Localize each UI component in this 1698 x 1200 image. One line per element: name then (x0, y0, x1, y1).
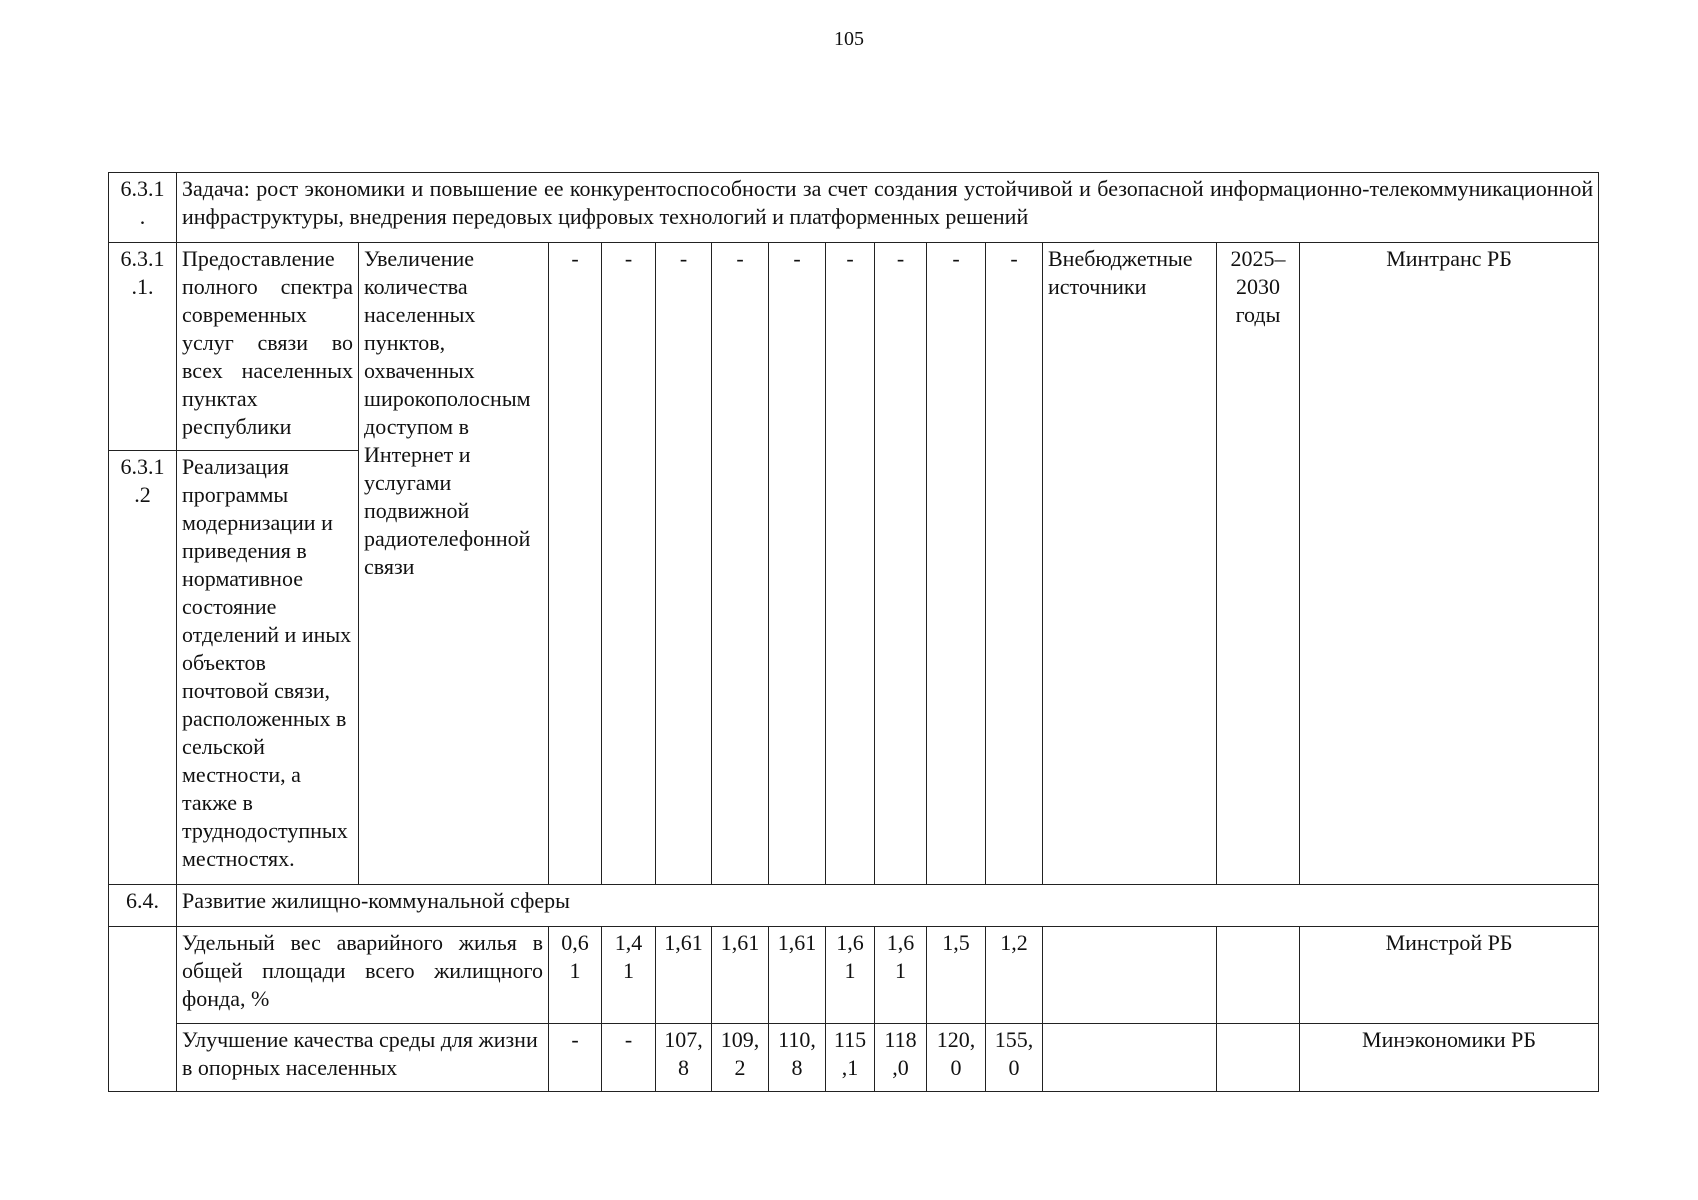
value-cell: 110, 8 (769, 1024, 826, 1092)
responsible-cell: Минстрой РБ (1300, 927, 1599, 1024)
section-title: Развитие жилищно-коммунальной сферы (177, 885, 1599, 927)
value-cell: - (986, 243, 1043, 885)
value-cell: 155, 0 (986, 1024, 1043, 1092)
period-cell (1217, 927, 1300, 1024)
row-number: 6.4. (109, 885, 177, 927)
funding-source-cell: Внебюджетные источники (1043, 243, 1217, 885)
table-row-quality (109, 1024, 1599, 1092)
value-cell: 1,6 1 (875, 927, 927, 1024)
responsible-cell: Минтранс РБ (1300, 243, 1599, 885)
measure-cell: Реализация программы модернизации и приведения в нормативное состояние отделений и иных объектов почтовой связи, расположенных в сельской местности, а также в труднодоступных местностях. (177, 451, 359, 885)
value-cell: 120, 0 (927, 1024, 986, 1092)
value-cell: 109, 2 (712, 1024, 769, 1092)
value-cell: 118 ,0 (875, 1024, 927, 1092)
value-cell: 1,2 (986, 927, 1043, 1024)
value-cell: 1,6 1 (826, 927, 875, 1024)
row-number: 6.3.1 . (109, 173, 177, 243)
value-cell: 115 ,1 (826, 1024, 875, 1092)
task-text: Задача: рост экономики и повышение ее конкурентоспособности за счет создания устойчивой и безопасной информационно-телекоммуникационной инфраструктуры, внедрения передовых цифровых технологий и платформенных решений (177, 173, 1599, 243)
period-cell (1217, 1024, 1300, 1092)
period-cell: 2025– 2030 годы (1217, 243, 1300, 885)
indicator-cell: Удельный вес аварийного жилья в общей площади всего жилищного фонда, % (177, 927, 549, 1024)
table-row-6311 (109, 243, 1599, 451)
funding-source-cell (1043, 927, 1217, 1024)
value-cell: - (875, 243, 927, 885)
indicator-cell: Улучшение качества среды для жизни в опорных населенных (177, 1024, 549, 1092)
value-cell: - (826, 243, 875, 885)
row-number: 6.3.1 .1. (109, 243, 177, 451)
value-cell: - (602, 243, 656, 885)
row-number: 6.3.1 .2 (109, 451, 177, 885)
value-cell: - (549, 243, 602, 885)
value-cell: - (656, 243, 712, 885)
section-row-64 (109, 885, 1599, 927)
section-row-631 (109, 173, 1599, 243)
value-cell: 1,5 (927, 927, 986, 1024)
value-cell: - (769, 243, 826, 885)
responsible-cell: Минэкономики РБ (1300, 1024, 1599, 1092)
value-cell: 107, 8 (656, 1024, 712, 1092)
indicator-cell: Увеличение количества населенных пунктов, охваченных широкополосным доступом в Интернет и услугами подвижной радиотелефонной связи (359, 243, 549, 885)
value-cell: 1,61 (712, 927, 769, 1024)
funding-source-cell (1043, 1024, 1217, 1092)
measure-cell: Предоставление полного спектра современных услуг связи во всех населенных пунктах республики (177, 243, 359, 451)
value-cell: 1,61 (769, 927, 826, 1024)
value-cell: 0,6 1 (549, 927, 602, 1024)
value-cell: - (712, 243, 769, 885)
program-table (108, 172, 1599, 1092)
value-cell: - (602, 1024, 656, 1092)
page-number: 105 (834, 28, 864, 50)
value-cell: - (549, 1024, 602, 1092)
value-cell: - (927, 243, 986, 885)
row-number-empty (109, 927, 177, 1092)
table-row-emergency-housing (109, 927, 1599, 1024)
value-cell: 1,61 (656, 927, 712, 1024)
value-cell: 1,4 1 (602, 927, 656, 1024)
